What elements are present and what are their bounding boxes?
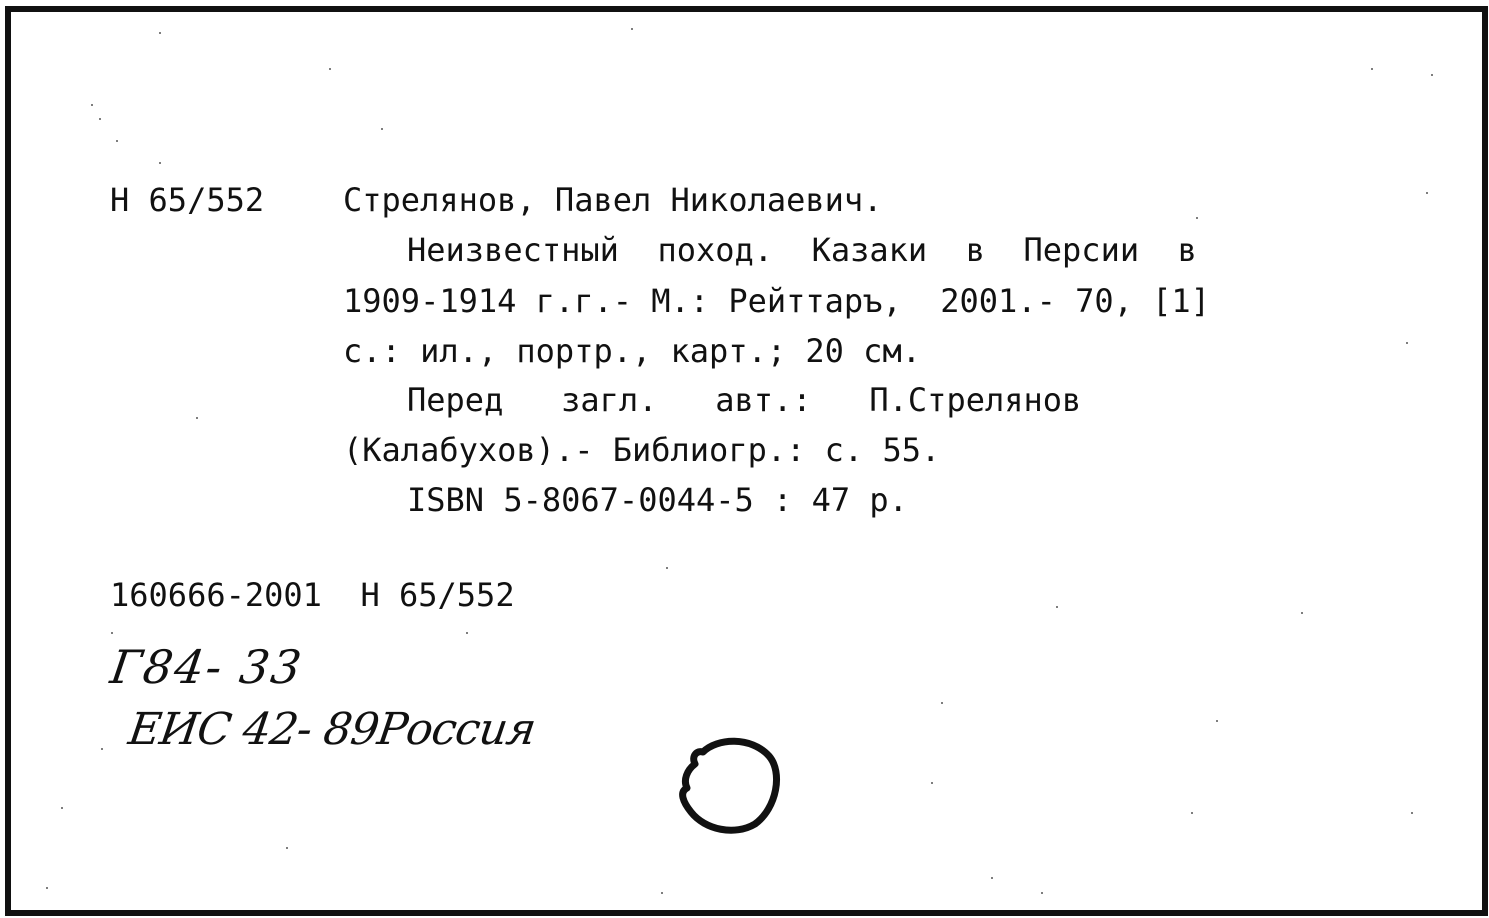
title-line-1: Неизвестный поход. Казаки в Персии в — [407, 231, 1197, 269]
call-number: Н 65/552 — [110, 181, 265, 219]
note-line-2: (Калабухов).- Библиогр.: с. 55. — [343, 431, 941, 469]
handwritten-index: Г84- 33 — [107, 640, 307, 694]
inventory-line: 160666-2001 Н 65/552 — [110, 576, 515, 614]
title-line-3: с.: ил., портр., карт.; 20 см. — [343, 332, 921, 370]
title-line-2: 1909-1914 г.г.- М.: Рейттаръ, 2001.- 70, [1] — [343, 282, 1210, 320]
catalog-card — [5, 6, 1488, 916]
isbn-line: ISBN 5-8067-0044-5 : 47 р. — [407, 481, 908, 519]
author-line: Стрелянов, Павел Николаевич. — [343, 181, 883, 219]
punch-hole-ring — [673, 730, 785, 840]
handwritten-classification: ЕИС 42- 89Россия — [125, 704, 539, 755]
note-line-1: Перед загл. авт.: П.Стрелянов — [407, 381, 1082, 419]
